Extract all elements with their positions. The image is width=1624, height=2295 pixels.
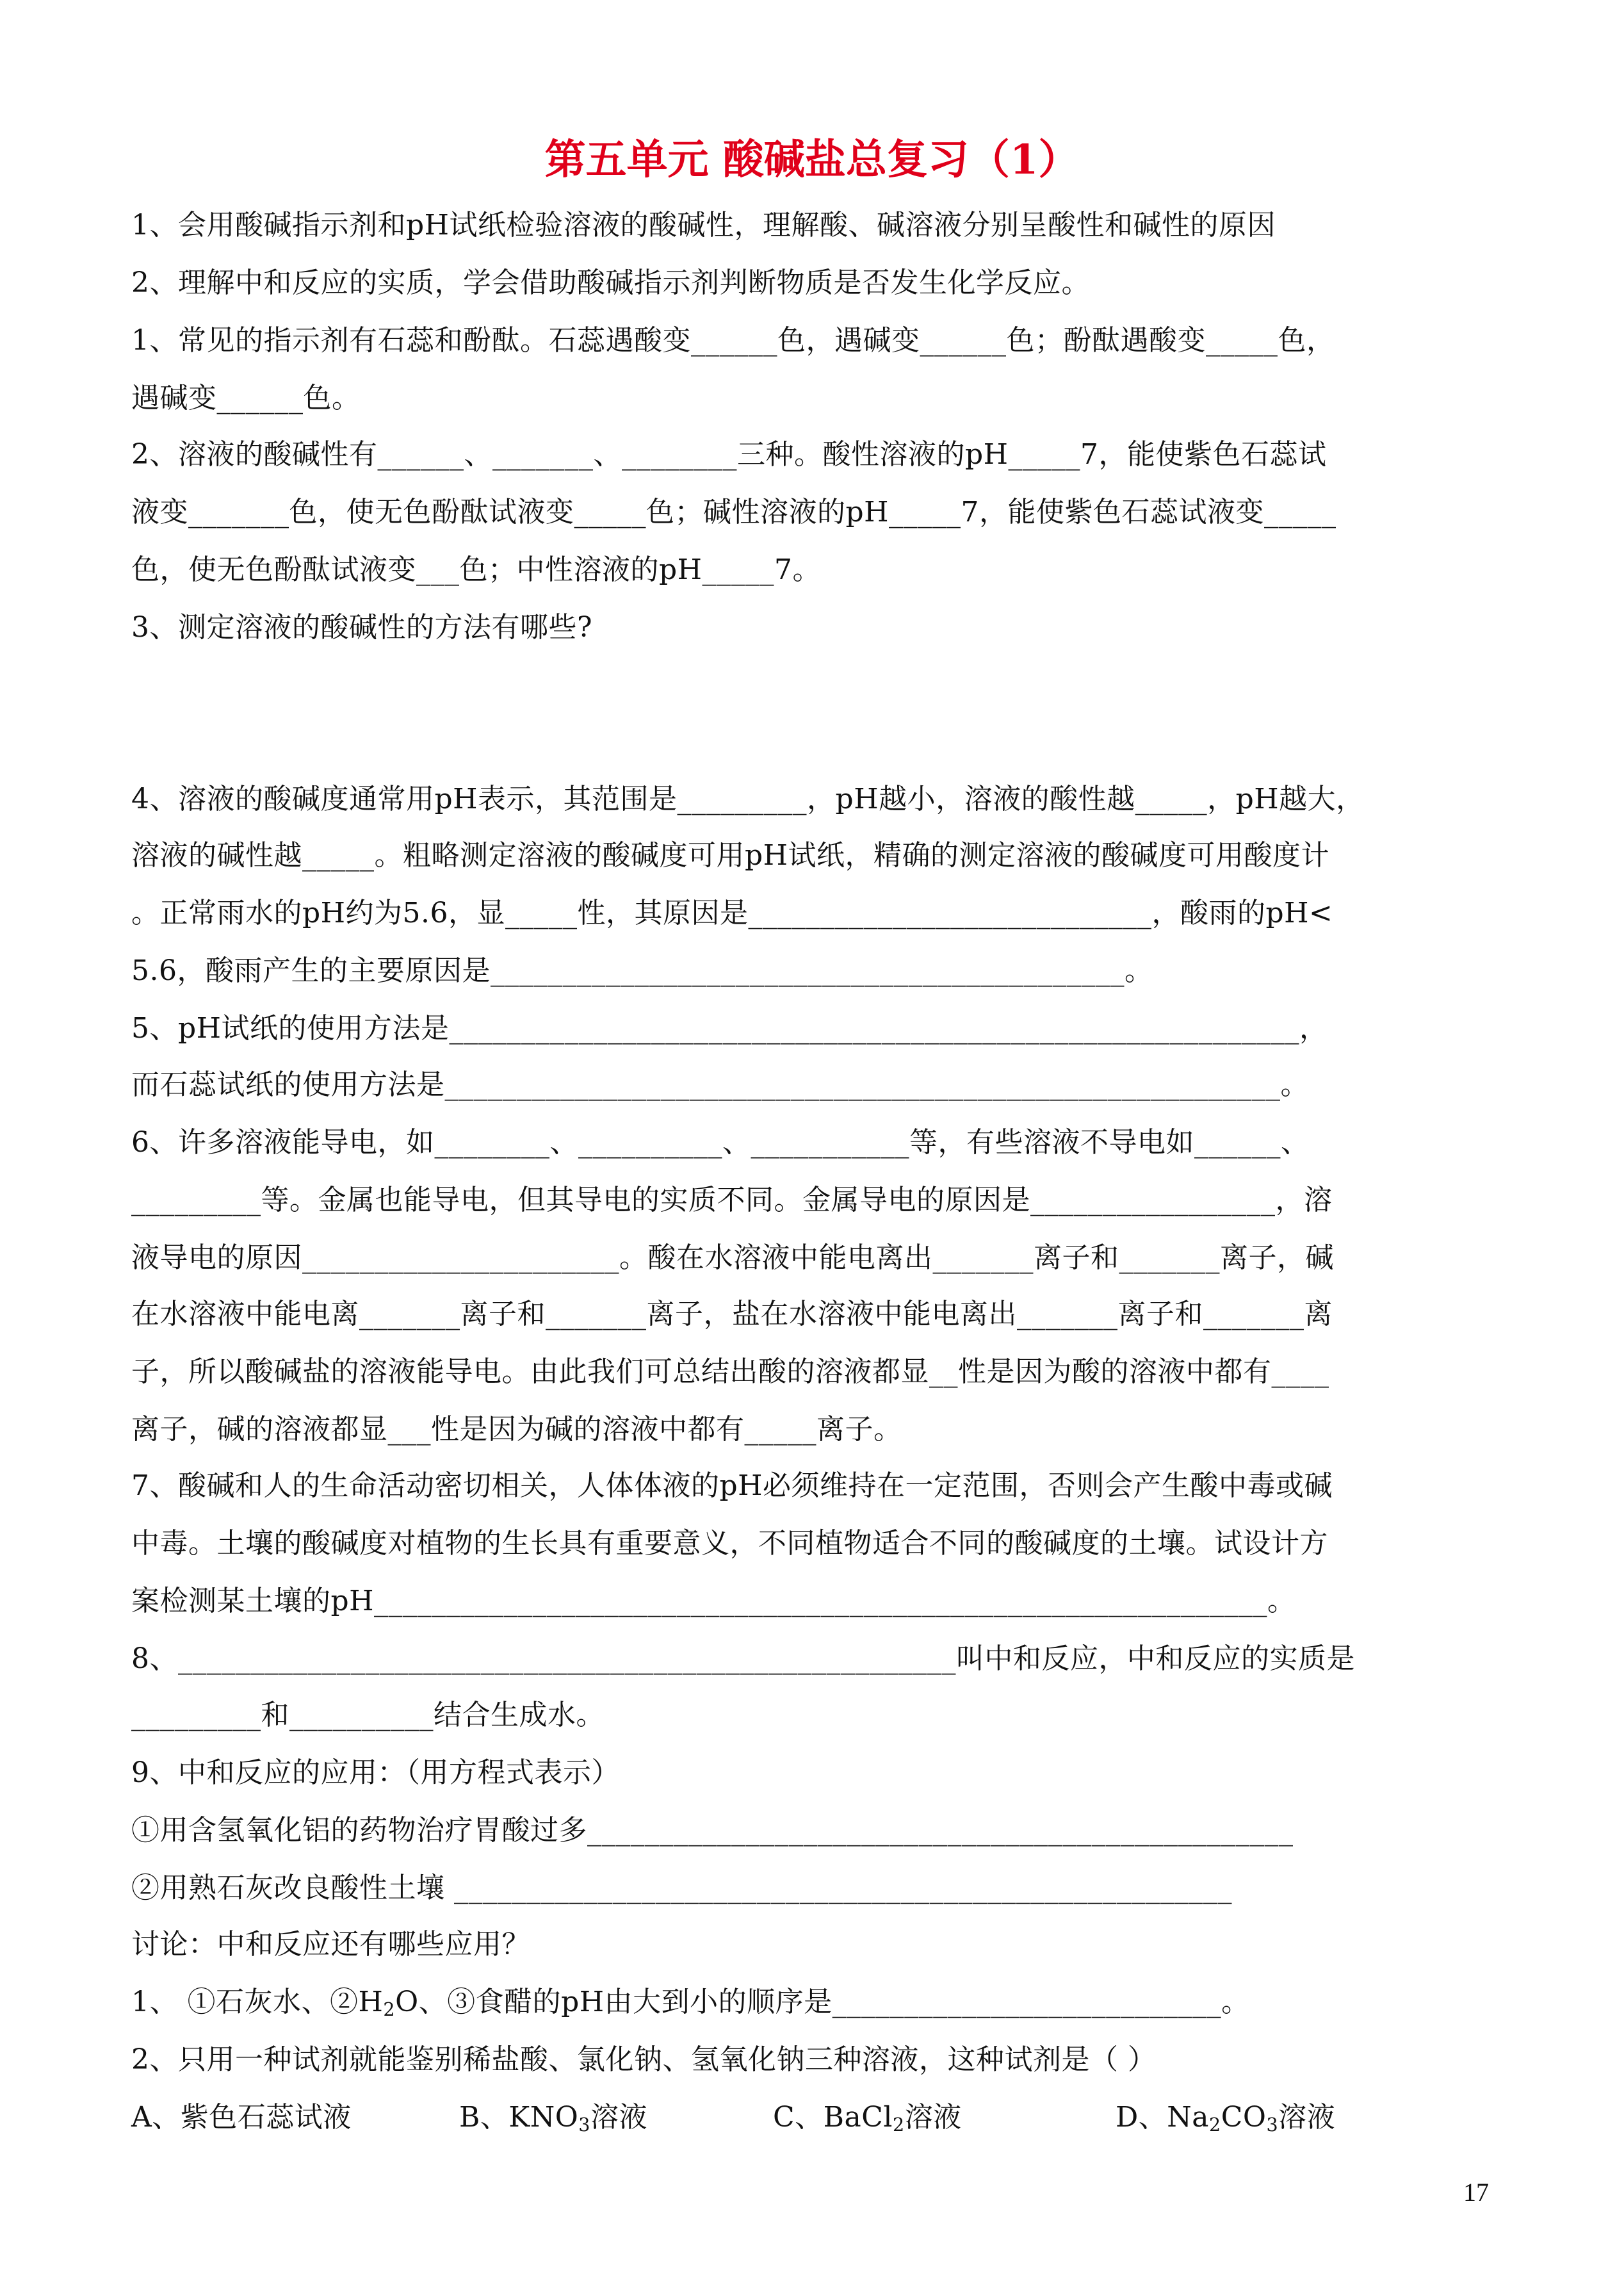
question-line: _________和__________结合生成水。 xyxy=(131,1699,605,1731)
page-title: 第五单元 酸碱盐总复习（1） xyxy=(544,136,1080,184)
question-line: 4、溶液的酸碱度通常用pH表示，其范围是_________，pH越小，溶液的酸性越_____，pH越大， xyxy=(131,783,1365,815)
question-line: 5.6，酸雨产生的主要原因是____________________________________________。 xyxy=(131,954,1153,987)
question-line: _________等。金属也能导电，但其导电的实质不同。金属导电的原因是_________________，溶 xyxy=(131,1184,1333,1216)
question-line: ②用熟石灰改良酸性土壤 ______________________________________________________ xyxy=(131,1872,1232,1904)
question-line: 在水溶液中能电离_______离子和_______离子，盐在水溶液中能电离出_______离子和_______离 xyxy=(131,1298,1333,1330)
question-line: 3、测定溶液的酸碱性的方法有哪些? xyxy=(131,611,593,644)
page-number: 17 xyxy=(1463,2178,1489,2207)
question-line: ①用含氢氧化铝的药物治疗胃酸过多_________________________________________________ xyxy=(131,1814,1294,1847)
option-d-mid: CO xyxy=(1221,2101,1267,2134)
subscript: 3 xyxy=(1266,2114,1279,2136)
question-line: 而石蕊试纸的使用方法是__________________________________________________________。 xyxy=(131,1068,1309,1101)
exercise-2: 2、只用一种试剂就能鉴别稀盐酸、氯化钠、氢氧化钠三种溶液，这种试剂是（ ） xyxy=(131,2043,1157,2076)
option-c-text: C、BaCl xyxy=(773,2101,893,2134)
question-line: 8、______________________________________________________叫中和反应，中和反应的实质是 xyxy=(131,1642,1355,1675)
question-line: 5、pH试纸的使用方法是___________________________________________________________， xyxy=(131,1012,1328,1045)
question-line: 液导电的原因______________________。酸在水溶液中能电离出_______离子和_______离子，碱 xyxy=(131,1241,1334,1274)
question-line: 液变_______色，使无色酚酞试液变_____色；碱性溶液的pH_____7，能使紫色石蕊试液变_____ xyxy=(131,496,1336,528)
question-line: 中毒。土壤的酸碱度对植物的生长具有重要意义，不同植物适合不同的酸碱度的土壤。试设计方 xyxy=(131,1527,1328,1560)
question-line: 案检测某土壤的pH______________________________________________________________。 xyxy=(131,1585,1296,1617)
option-b-tail: 溶液 xyxy=(590,2101,647,2134)
question-line: 遇碱变______色。 xyxy=(131,382,361,414)
question-line: 2、溶液的酸碱性有______、_______、________三种。酸性溶液的pH_____7，能使紫色石蕊试 xyxy=(131,438,1327,471)
question-line: 9、中和反应的应用：（用方程式表示） xyxy=(131,1756,620,1789)
option-c xyxy=(773,2098,962,2137)
question-line: 溶液的碱性越_____。粗略测定溶液的酸碱度可用pH试纸，精确的测定溶液的酸碱度可用酸度计 xyxy=(131,839,1330,872)
discussion-line: 讨论：中和反应还有哪些应用？ xyxy=(131,1928,530,1961)
exercise-1 xyxy=(131,1983,1508,2021)
question-line: 6、许多溶液能导电，如________、__________、___________等，有些溶液不导电如______、 xyxy=(131,1126,1310,1159)
option-d xyxy=(1116,2098,1335,2137)
question-line: 色，使无色酚酞试液变___色；中性溶液的pH_____7。 xyxy=(131,553,822,586)
question-line: 。正常雨水的pH约为5.6，显_____性，其原因是____________________________，酸雨的pH< xyxy=(131,897,1333,929)
subscript: 2 xyxy=(1209,2114,1221,2136)
subscript: 2 xyxy=(892,2114,905,2136)
option-c-tail: 溶液 xyxy=(904,2101,962,2134)
option-d-text: D、Na xyxy=(1116,2101,1210,2134)
option-d-tail: 溶液 xyxy=(1278,2101,1336,2134)
option-b xyxy=(459,2098,647,2137)
objective-2: 2、理解中和反应的实质，学会借助酸碱指示剂判断物质是否发生化学反应。 xyxy=(131,266,1090,299)
objective-1: 1、会用酸碱指示剂和pH试纸检验溶液的酸碱性，理解酸、碱溶液分别呈酸性和碱性的原因 xyxy=(131,209,1276,241)
question-line: 1、常见的指示剂有石蕊和酚酞。石蕊遇酸变______色，遇碱变______色；酚酞遇酸变_____色， xyxy=(131,324,1335,357)
option-b-text: B、KNO xyxy=(459,2101,579,2134)
question-line: 7、酸碱和人的生命活动密切相关，人体体液的pH必须维持在一定范围，否则会产生酸中毒或碱 xyxy=(131,1469,1333,1502)
exercise-1-text-a: 1、 ①石灰水、②H xyxy=(131,1986,384,2018)
exercise-1-text-b: O、③食醋的pH由大到小的顺序是___________________________。 xyxy=(395,1986,1250,2018)
question-line: 离子，碱的溶液都显___性是因为碱的溶液中都有_____离子。 xyxy=(131,1413,902,1446)
question-line: 子，所以酸碱盐的溶液能导电。由此我们可总结出酸的溶液都显__性是因为酸的溶液中都有____ xyxy=(131,1355,1329,1388)
subscript: 2 xyxy=(383,1998,396,2021)
subscript: 3 xyxy=(578,2114,590,2136)
option-a: A、紫色石蕊试液 xyxy=(131,2101,352,2134)
